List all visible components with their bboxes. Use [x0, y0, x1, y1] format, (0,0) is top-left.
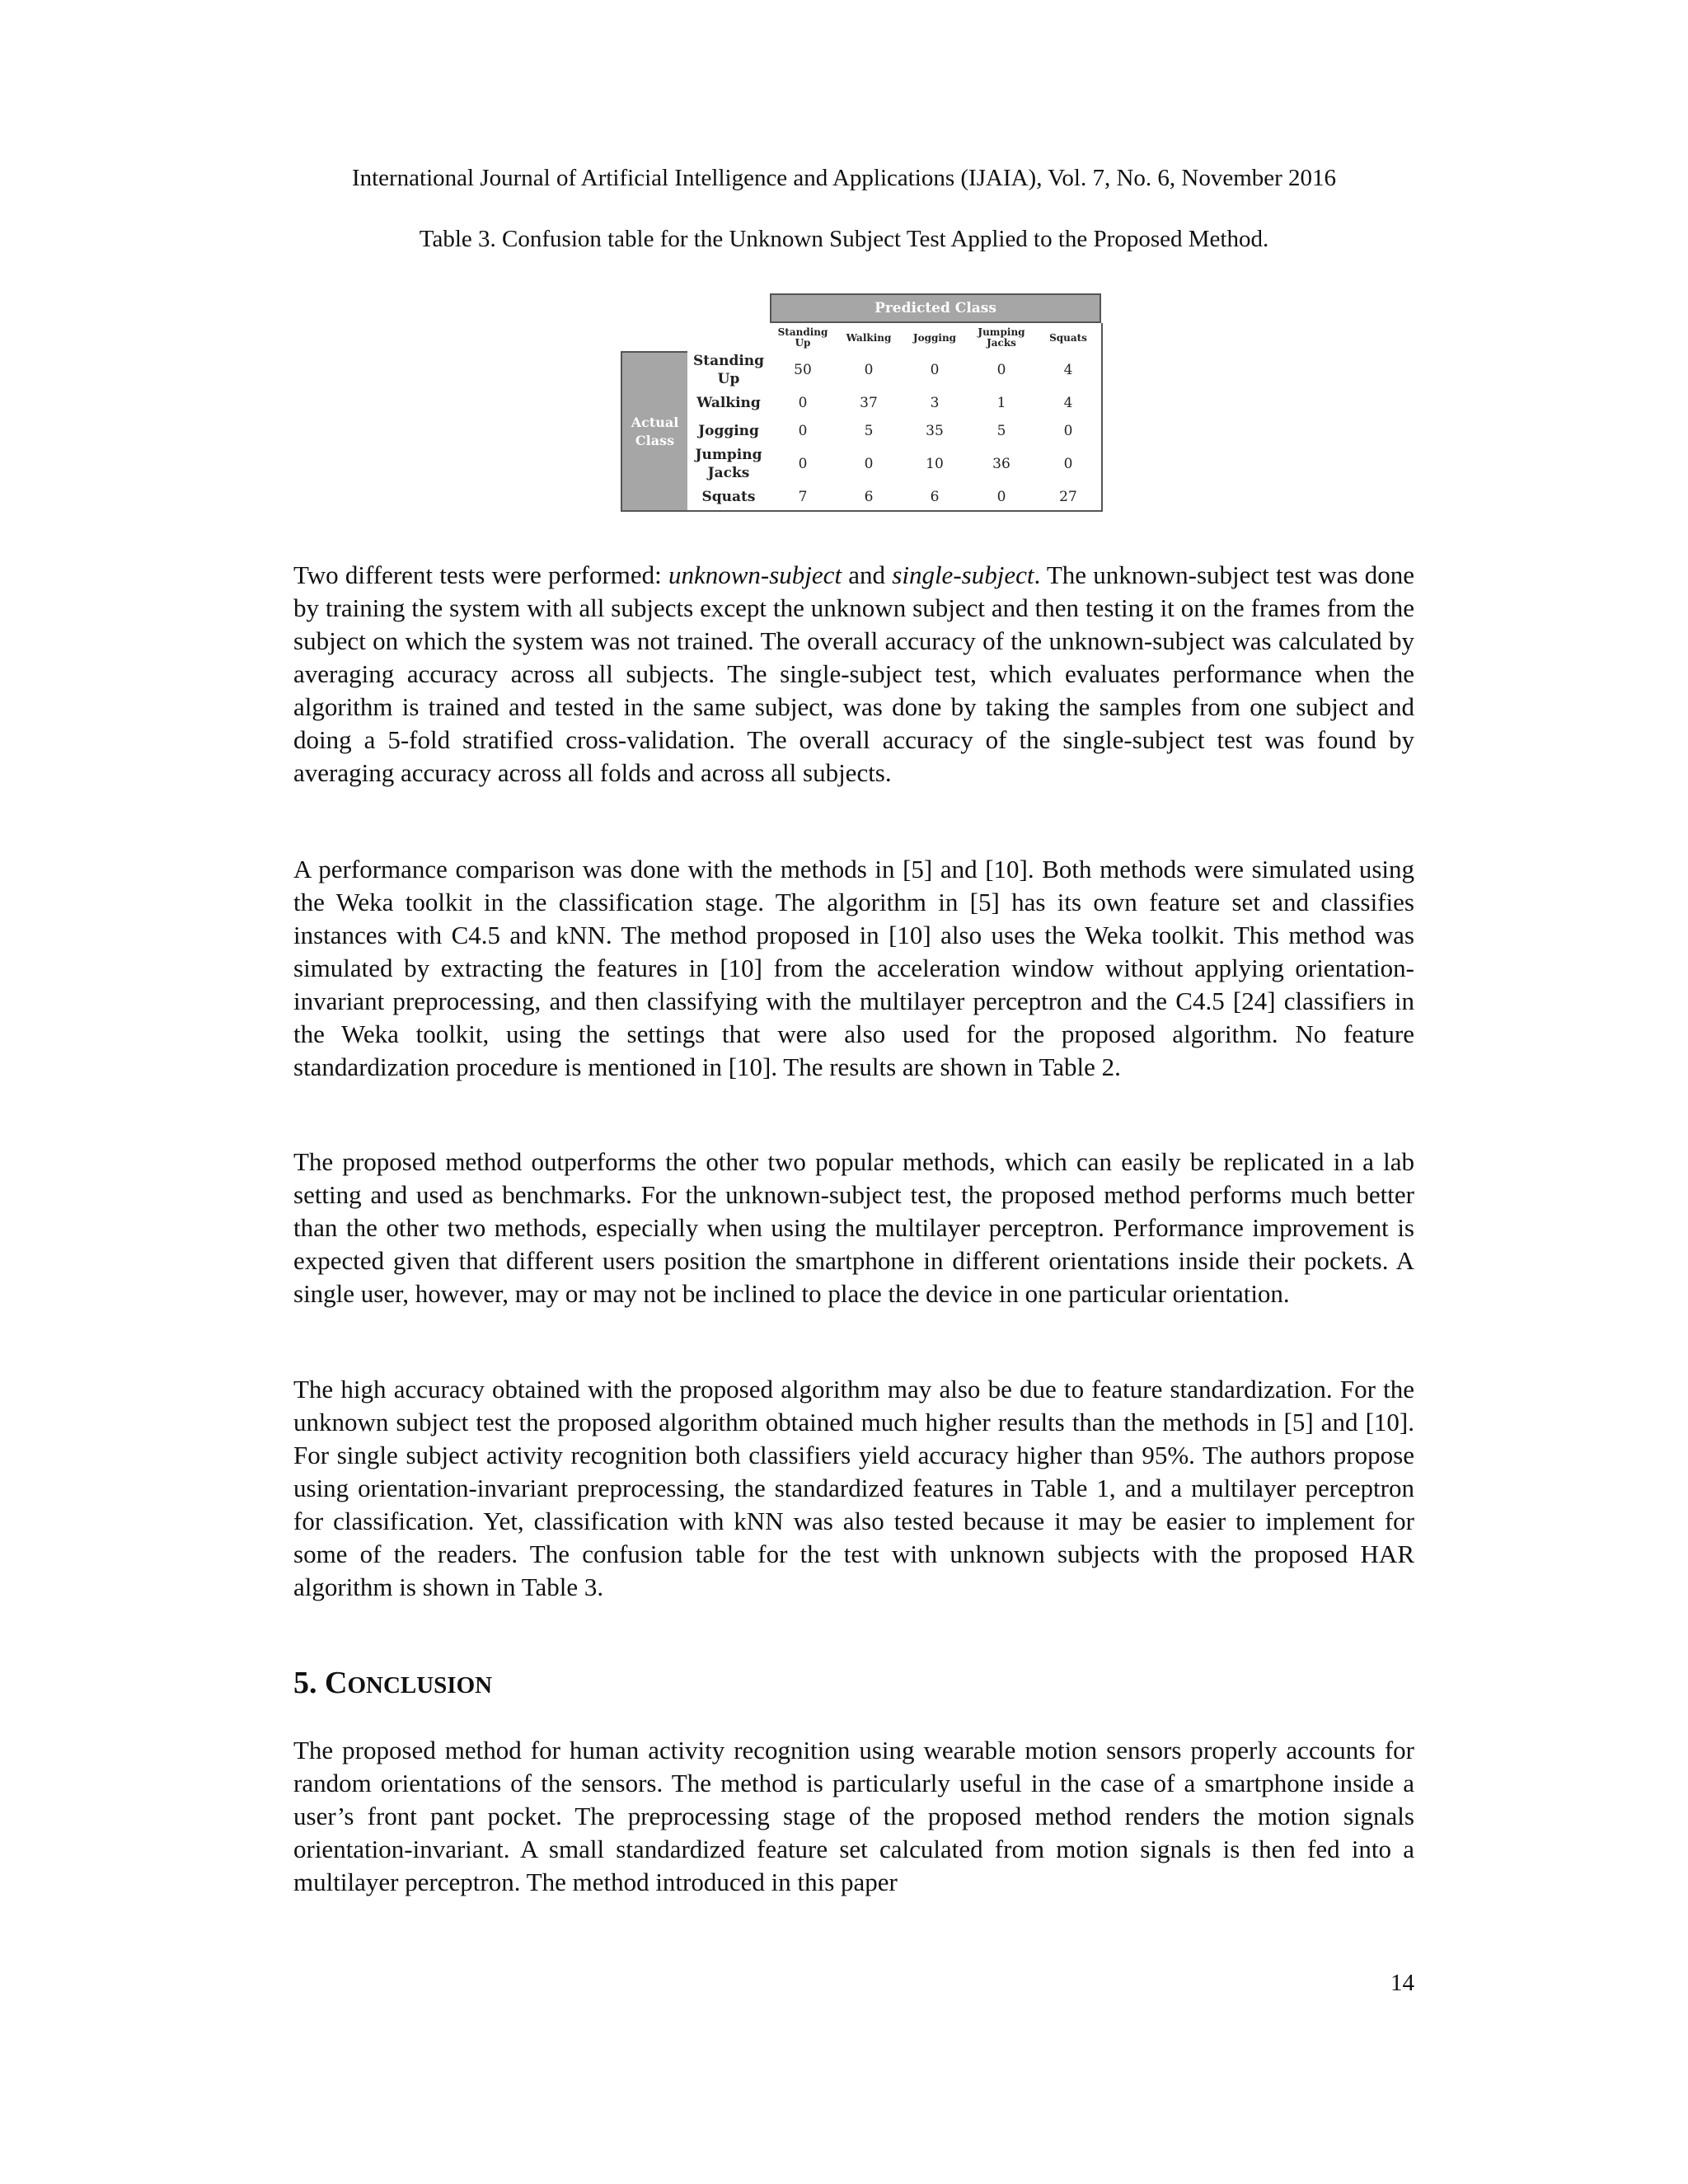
table-cell: 35	[926, 423, 944, 439]
table-cell: 0	[930, 362, 940, 378]
table-cell: 7	[798, 488, 808, 505]
table-cell: 37	[860, 395, 878, 411]
table-cell: 0	[798, 395, 808, 411]
section-heading	[293, 1663, 492, 1705]
table-cell: 0	[996, 488, 1006, 505]
column-header: Jogging	[912, 331, 957, 344]
table-cell: 6	[864, 488, 874, 505]
section-number: 5.	[293, 1666, 325, 1700]
paragraph-4	[293, 1373, 1414, 1604]
table-cell: 5	[864, 423, 874, 439]
section-title-rest: ONCLUSION	[347, 1672, 493, 1699]
table-cell: 0	[864, 456, 874, 472]
emphasis-text: unknown-subject	[668, 560, 842, 589]
row-header: Jumping Jacks	[695, 447, 762, 481]
column-header: Standing Up	[777, 326, 828, 349]
table-cell: 36	[992, 456, 1010, 472]
column-header: Walking	[846, 331, 892, 344]
table-cell: 0	[996, 362, 1006, 378]
paragraph-text: A performance comparison was done with the methods in [5] and [10]. Both methods were simulated using the Weka toolkit in the classification stage. The algorithm in [5] has its own feature set and classifies instances with C4.5 and kNN. The method proposed in [10] also uses the Weka toolkit. This method was simulated by extracting the features in [10] from the acceleration window without applying orientation-invariant preprocessing, and then classifying with the multilayer perceptron and the C4.5 [24] classifiers in the Weka toolkit, using the settings that were also used for the proposed algorithm. No feature standardization procedure is mentioned in [10]. The results are shown in Table 2.	[293, 855, 1414, 1081]
table-cell: 0	[798, 423, 808, 439]
emphasis-text: single-subject	[892, 560, 1034, 589]
paragraph-2	[293, 853, 1414, 1084]
table-cell: 0	[798, 456, 808, 472]
table-cell: 4	[1063, 362, 1073, 378]
table-cell: 5	[996, 423, 1006, 439]
table-cell: 0	[864, 362, 874, 378]
table-cell: 1	[996, 395, 1006, 411]
actual-class-header: Actual Class	[621, 351, 687, 512]
row-header: Squats	[701, 488, 756, 505]
table-cell: 3	[930, 395, 940, 411]
table-cell: 0	[1063, 456, 1073, 472]
paragraph-text: Two different tests were performed:	[293, 560, 668, 589]
paragraph-text: The high accuracy obtained with the proposed algorithm may also be due to feature standardization. For the unknown subject test the proposed algorithm obtained much higher results than the methods in [5] and [10]. For single subject activity recognition both classifiers yield accuracy higher than 95%. The authors propose using orientation-invariant preprocessing, the standardized features in Table 1, and a multilayer perceptron for classification. Yet, classification with kNN was also tested because it may be easier to implement for some of the readers. The confusion table for the test with unknown subjects with the proposed HAR algorithm is shown in Table 3.	[293, 1375, 1414, 1601]
paragraph-text: and	[842, 560, 893, 589]
table-cell: 0	[1063, 423, 1073, 439]
table-cell: 6	[930, 488, 940, 505]
paragraph-text: The proposed method outperforms the other two popular methods, which can easily be replicated in a lab setting and used as benchmarks. For the unknown-subject test, the proposed method performs much better than the other two methods, especially when using the multilayer perceptron. Performance improvement is expected given that different users position the smartphone in different orientations inside their pockets. A single user, however, may or may not be inclined to place the device in one particular orientation.	[293, 1147, 1414, 1308]
page-number: 14	[1390, 1970, 1414, 1996]
table-cell: 4	[1063, 395, 1073, 411]
paragraph-1	[293, 559, 1414, 790]
section-title-initial: C	[325, 1666, 348, 1700]
row-header: Standing Up	[692, 353, 765, 387]
table-cell: 27	[1059, 488, 1077, 505]
paragraph-text: The proposed method for human activity recognition using wearable motion sensors properly accounts for random orientations of the sensors. The method is particularly useful in the case of a smartphone inside a user’s front pant pocket. The preprocessing stage of the proposed method renders the motion signals orientation-invariant. A small standardized feature set calculated from motion signals is then fed into a multilayer perceptron. The method introduced in this paper	[293, 1736, 1414, 1896]
table-cell: 10	[926, 456, 944, 472]
confusion-table	[621, 293, 1103, 512]
column-header: Squats	[1049, 331, 1087, 344]
paragraph-text: . The unknown-subject test was done by training the system with all subjects except the unknown subject and then testing it on the frames from the subject on which the system was not trained. The overall accuracy of the unknown-subject was calculated by averaging accuracy across all subjects. The single-subject test, which evaluates performance when the algorithm is trained and tested in the same subject, was done by taking the samples from one subject and doing a 5-fold stratified cross-validation. The overall accuracy of the single-subject test was found by averaging accuracy across all folds and across all subjects.	[293, 560, 1414, 787]
table-cell: 50	[794, 362, 812, 378]
journal-header: International Journal of Artificial Intelligence and Applications (IJAIA), Vol. 7, No. 6, November 2016	[351, 165, 1337, 191]
row-header: Jogging	[698, 423, 759, 439]
column-header: Jumping Jacks	[978, 326, 1025, 349]
table-caption: Table 3. Confusion table for the Unknown Subject Test Applied to the Proposed Method.	[419, 226, 1269, 252]
paragraph-3	[293, 1146, 1414, 1310]
paragraph-5	[293, 1734, 1414, 1899]
predicted-class-header: Predicted Class	[770, 293, 1101, 323]
row-header: Walking	[696, 395, 761, 411]
